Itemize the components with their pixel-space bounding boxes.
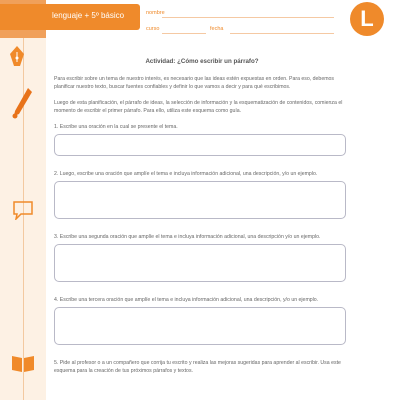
intro-paragraph-1: Para escribir sobre un tema de nuestro interés, es necesario que las ideas estén expuestas en orden. Para eso, debemos planificar nuestro texto, buscar fuentes confiables y definir lo que vamos a decir y para qué escribimos. (54, 76, 335, 90)
answer-box-3[interactable] (54, 244, 346, 282)
name-label: nombre (146, 10, 165, 16)
item-3-text: 3. Escribe una segunda oración que amplíe el tema e incluya información adicional, una descripción y/o un ejemplo. (54, 234, 321, 240)
course-label: curso (146, 26, 160, 32)
subject-badge (346, 0, 388, 38)
pen-nib-icon (4, 44, 30, 70)
answer-box-1[interactable] (54, 134, 346, 156)
badge-letter: L (350, 2, 384, 36)
student-fields (146, 0, 336, 38)
item-4-text: 4. Escribe una tercera oración que amplíe el tema e incluya información adicional, una descripción, y/o un ejemplo. (54, 297, 319, 303)
header (0, 0, 400, 38)
speech-bubble-icon (12, 200, 34, 220)
item-5-text: 5. Pide al profesor o a un compañero que corrija tu escrito y realiza las mejoras sugeridas para aprender al escribir. Usa este esquema para la creación de tus próximos párrafos y textos. (54, 360, 341, 374)
date-label: fecha (210, 26, 224, 32)
intro-paragraph-2: Luego de esta planificación, el párrafo de ideas, la selección de información y la esquematización de contenidos, comienza el momento de escribir el primer párrafo. Para ello, utiliza este esquema como guía. (54, 100, 343, 114)
item-2-text: 2. Luego, escribe una oración que amplíe el tema e incluya información adicional, una descripción, y/o un ejemplo. (54, 171, 318, 177)
activity-title: Actividad: ¿Cómo escribir un párrafo? (145, 58, 259, 65)
answer-box-4[interactable] (54, 307, 346, 345)
name-field (146, 10, 336, 24)
book-icon (10, 352, 36, 374)
item-1-text: 1. Escribe una oración en la cual se presente el tema. (54, 124, 178, 130)
subject-tab (0, 4, 140, 30)
date-field (210, 26, 336, 40)
pencil-icon (10, 86, 36, 120)
answer-box-2[interactable] (54, 181, 346, 219)
subject-label: lenguaje + 5º básico (52, 11, 125, 20)
course-field (146, 26, 206, 40)
worksheet-content (54, 58, 350, 378)
